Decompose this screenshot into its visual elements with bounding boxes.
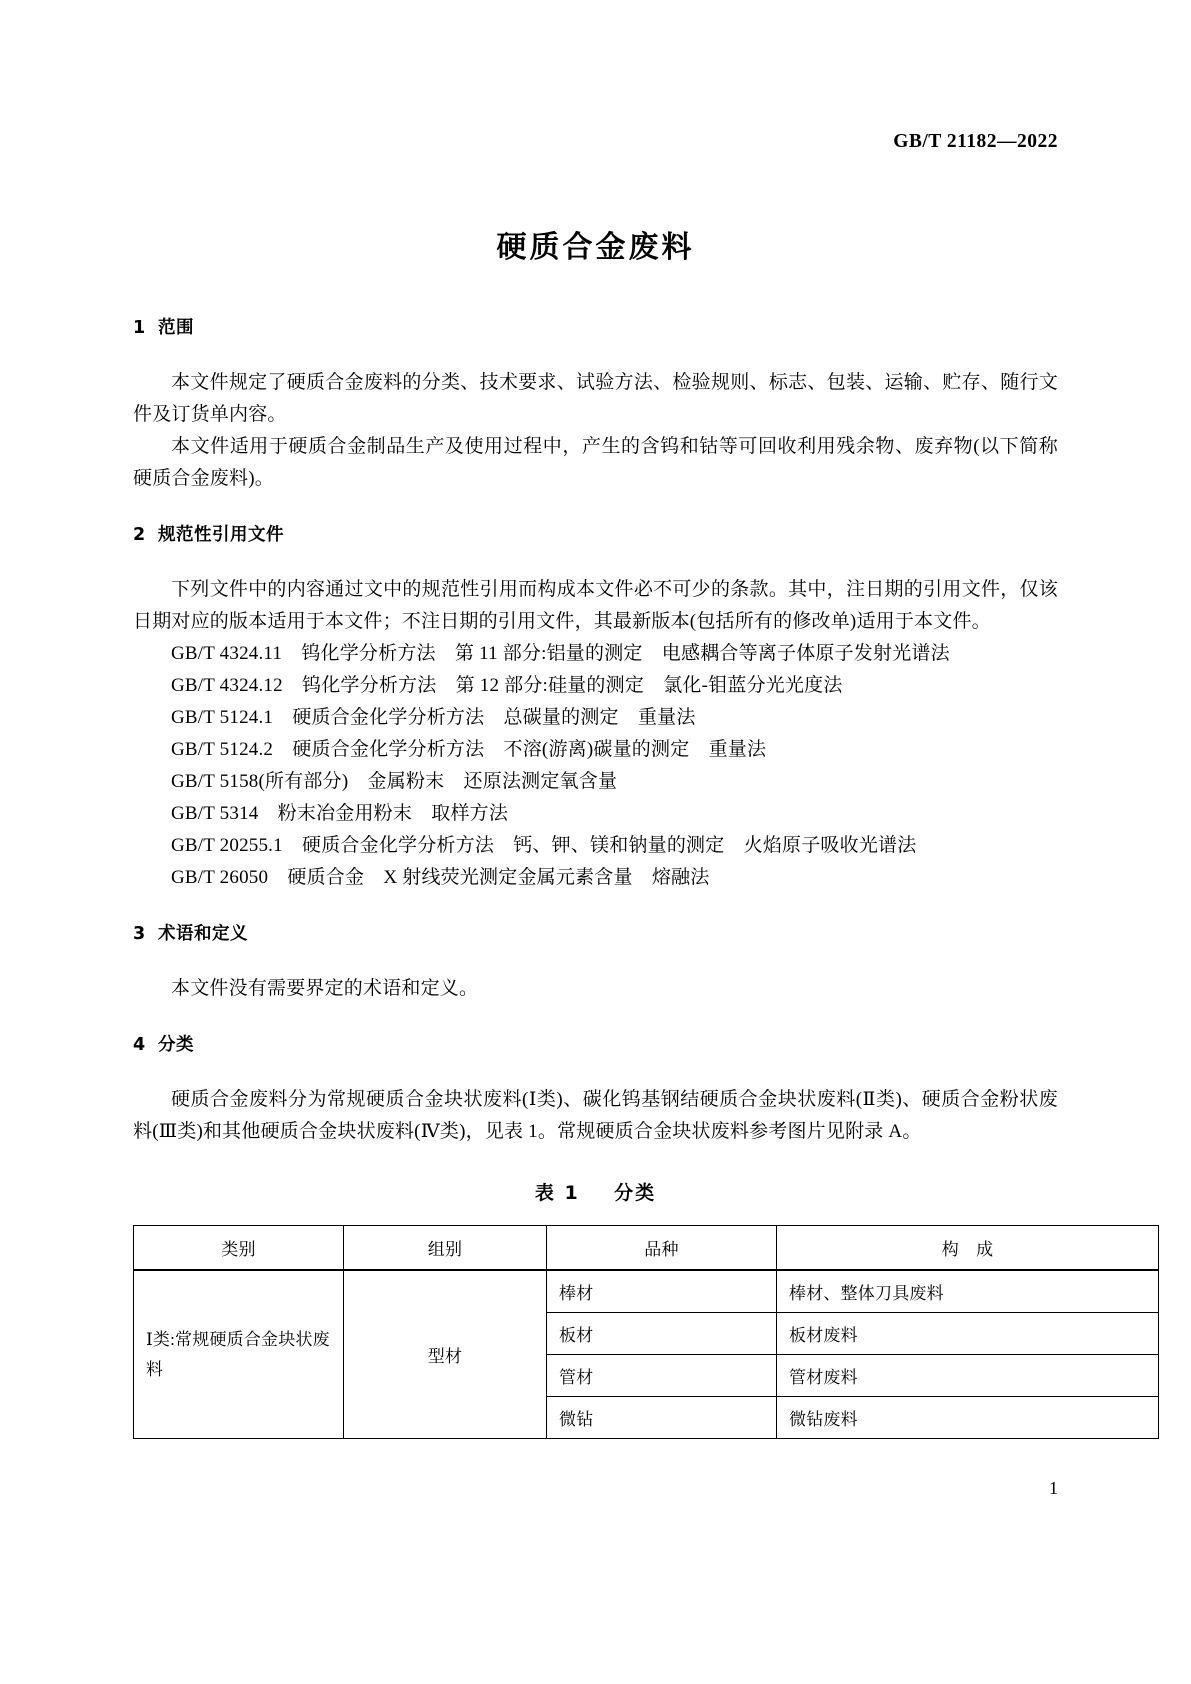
reference-item: GB/T 20255.1 硬质合金化学分析方法 钙、钾、镁和钠量的测定 火焰原子吸收光谱法 xyxy=(171,835,917,856)
cell-composition: 微钻废料 xyxy=(777,1397,1159,1439)
reference-item: GB/T 4324.12 钨化学分析方法 第 12 部分:硅量的测定 氯化-钼蓝分光光度法 xyxy=(171,675,843,696)
column-header-variety: 品种 xyxy=(547,1226,777,1271)
column-header-composition: 构 成 xyxy=(777,1226,1159,1271)
section-title: 规范性引用文件 xyxy=(158,525,284,545)
section-number: 1 xyxy=(133,318,146,338)
section-title: 术语和定义 xyxy=(158,924,248,944)
section-title: 分类 xyxy=(158,1035,194,1055)
table-caption-title: 分类 xyxy=(614,1182,657,1204)
section-number: 4 xyxy=(133,1035,146,1055)
document-title: 硬质合金废料 xyxy=(496,230,695,265)
cell-variety: 微钻 xyxy=(547,1397,777,1439)
running-header-standard-number: GB/T 21182—2022 xyxy=(893,131,1058,152)
cell-group: 型材 xyxy=(344,1270,547,1439)
reference-item: GB/T 5314 粉末冶金用粉末 取样方法 xyxy=(171,803,509,824)
reference-item: GB/T 5124.2 硬质合金化学分析方法 不溶(游离)碳量的测定 重量法 xyxy=(171,739,767,760)
cell-composition: 棒材、整体刀具废料 xyxy=(777,1270,1159,1313)
scope-paragraph-1: 本文件规定了硬质合金废料的分类、技术要求、试验方法、检验规则、标志、包装、运输、贮存、随行文件及订货单内容。 xyxy=(133,372,1058,425)
section-heading-scope xyxy=(133,318,1058,339)
cell-category: Ⅰ类:常规硬质合金块状废料 xyxy=(134,1270,344,1439)
table-row xyxy=(134,1270,1159,1313)
section-heading-classification xyxy=(133,1035,1058,1056)
section-number: 3 xyxy=(133,924,146,944)
normative-references-paragraph: 下列文件中的内容通过文中的规范性引用而构成本文件必不可少的条款。其中，注日期的引用文件，仅该日期对应的版本适用于本文件；不注日期的引用文件，其最新版本(包括所有的修改单)适用于本文件。 xyxy=(133,579,1058,632)
cell-composition: 板材废料 xyxy=(777,1313,1159,1355)
cell-variety: 板材 xyxy=(547,1313,777,1355)
reference-item: GB/T 26050 硬质合金 X 射线荧光测定金属元素含量 熔融法 xyxy=(171,867,710,888)
document-body xyxy=(133,318,1058,1439)
terms-paragraph: 本文件没有需要界定的术语和定义。 xyxy=(171,978,479,999)
cell-composition: 管材废料 xyxy=(777,1355,1159,1397)
section-heading-normative-references xyxy=(133,525,1058,546)
table-header-row xyxy=(134,1226,1159,1271)
page-number: 1 xyxy=(1049,1478,1058,1498)
table-1-caption xyxy=(133,1178,1058,1205)
cell-variety: 管材 xyxy=(547,1355,777,1397)
classification-paragraph: 硬质合金废料分为常规硬质合金块状废料(Ⅰ类)、碳化钨基钢结硬质合金块状废料(Ⅱ类)、硬质合金粉状废料(Ⅲ类)和其他硬质合金块状废料(Ⅳ类)，见表 1。常规硬质合金块状废料参考图片见附录 A。 xyxy=(133,1089,1058,1142)
cell-variety: 棒材 xyxy=(547,1270,777,1313)
reference-item: GB/T 4324.11 钨化学分析方法 第 11 部分:铝量的测定 电感耦合等离子体原子发射光谱法 xyxy=(171,643,950,664)
classification-table xyxy=(133,1225,1159,1439)
column-header-category: 类别 xyxy=(134,1226,344,1271)
reference-item: GB/T 5124.1 硬质合金化学分析方法 总碳量的测定 重量法 xyxy=(171,707,696,728)
section-heading-terms xyxy=(133,924,1058,945)
reference-item: GB/T 5158(所有部分) 金属粉末 还原法测定氧含量 xyxy=(171,771,618,792)
scope-paragraph-2: 本文件适用于硬质合金制品生产及使用过程中，产生的含钨和钴等可回收利用残余物、废弃物(以下简称硬质合金废料)。 xyxy=(133,436,1058,489)
column-header-group: 组别 xyxy=(344,1226,547,1271)
section-title: 范围 xyxy=(158,318,194,338)
section-number: 2 xyxy=(133,525,146,545)
table-caption-label: 表 1 xyxy=(534,1182,580,1204)
